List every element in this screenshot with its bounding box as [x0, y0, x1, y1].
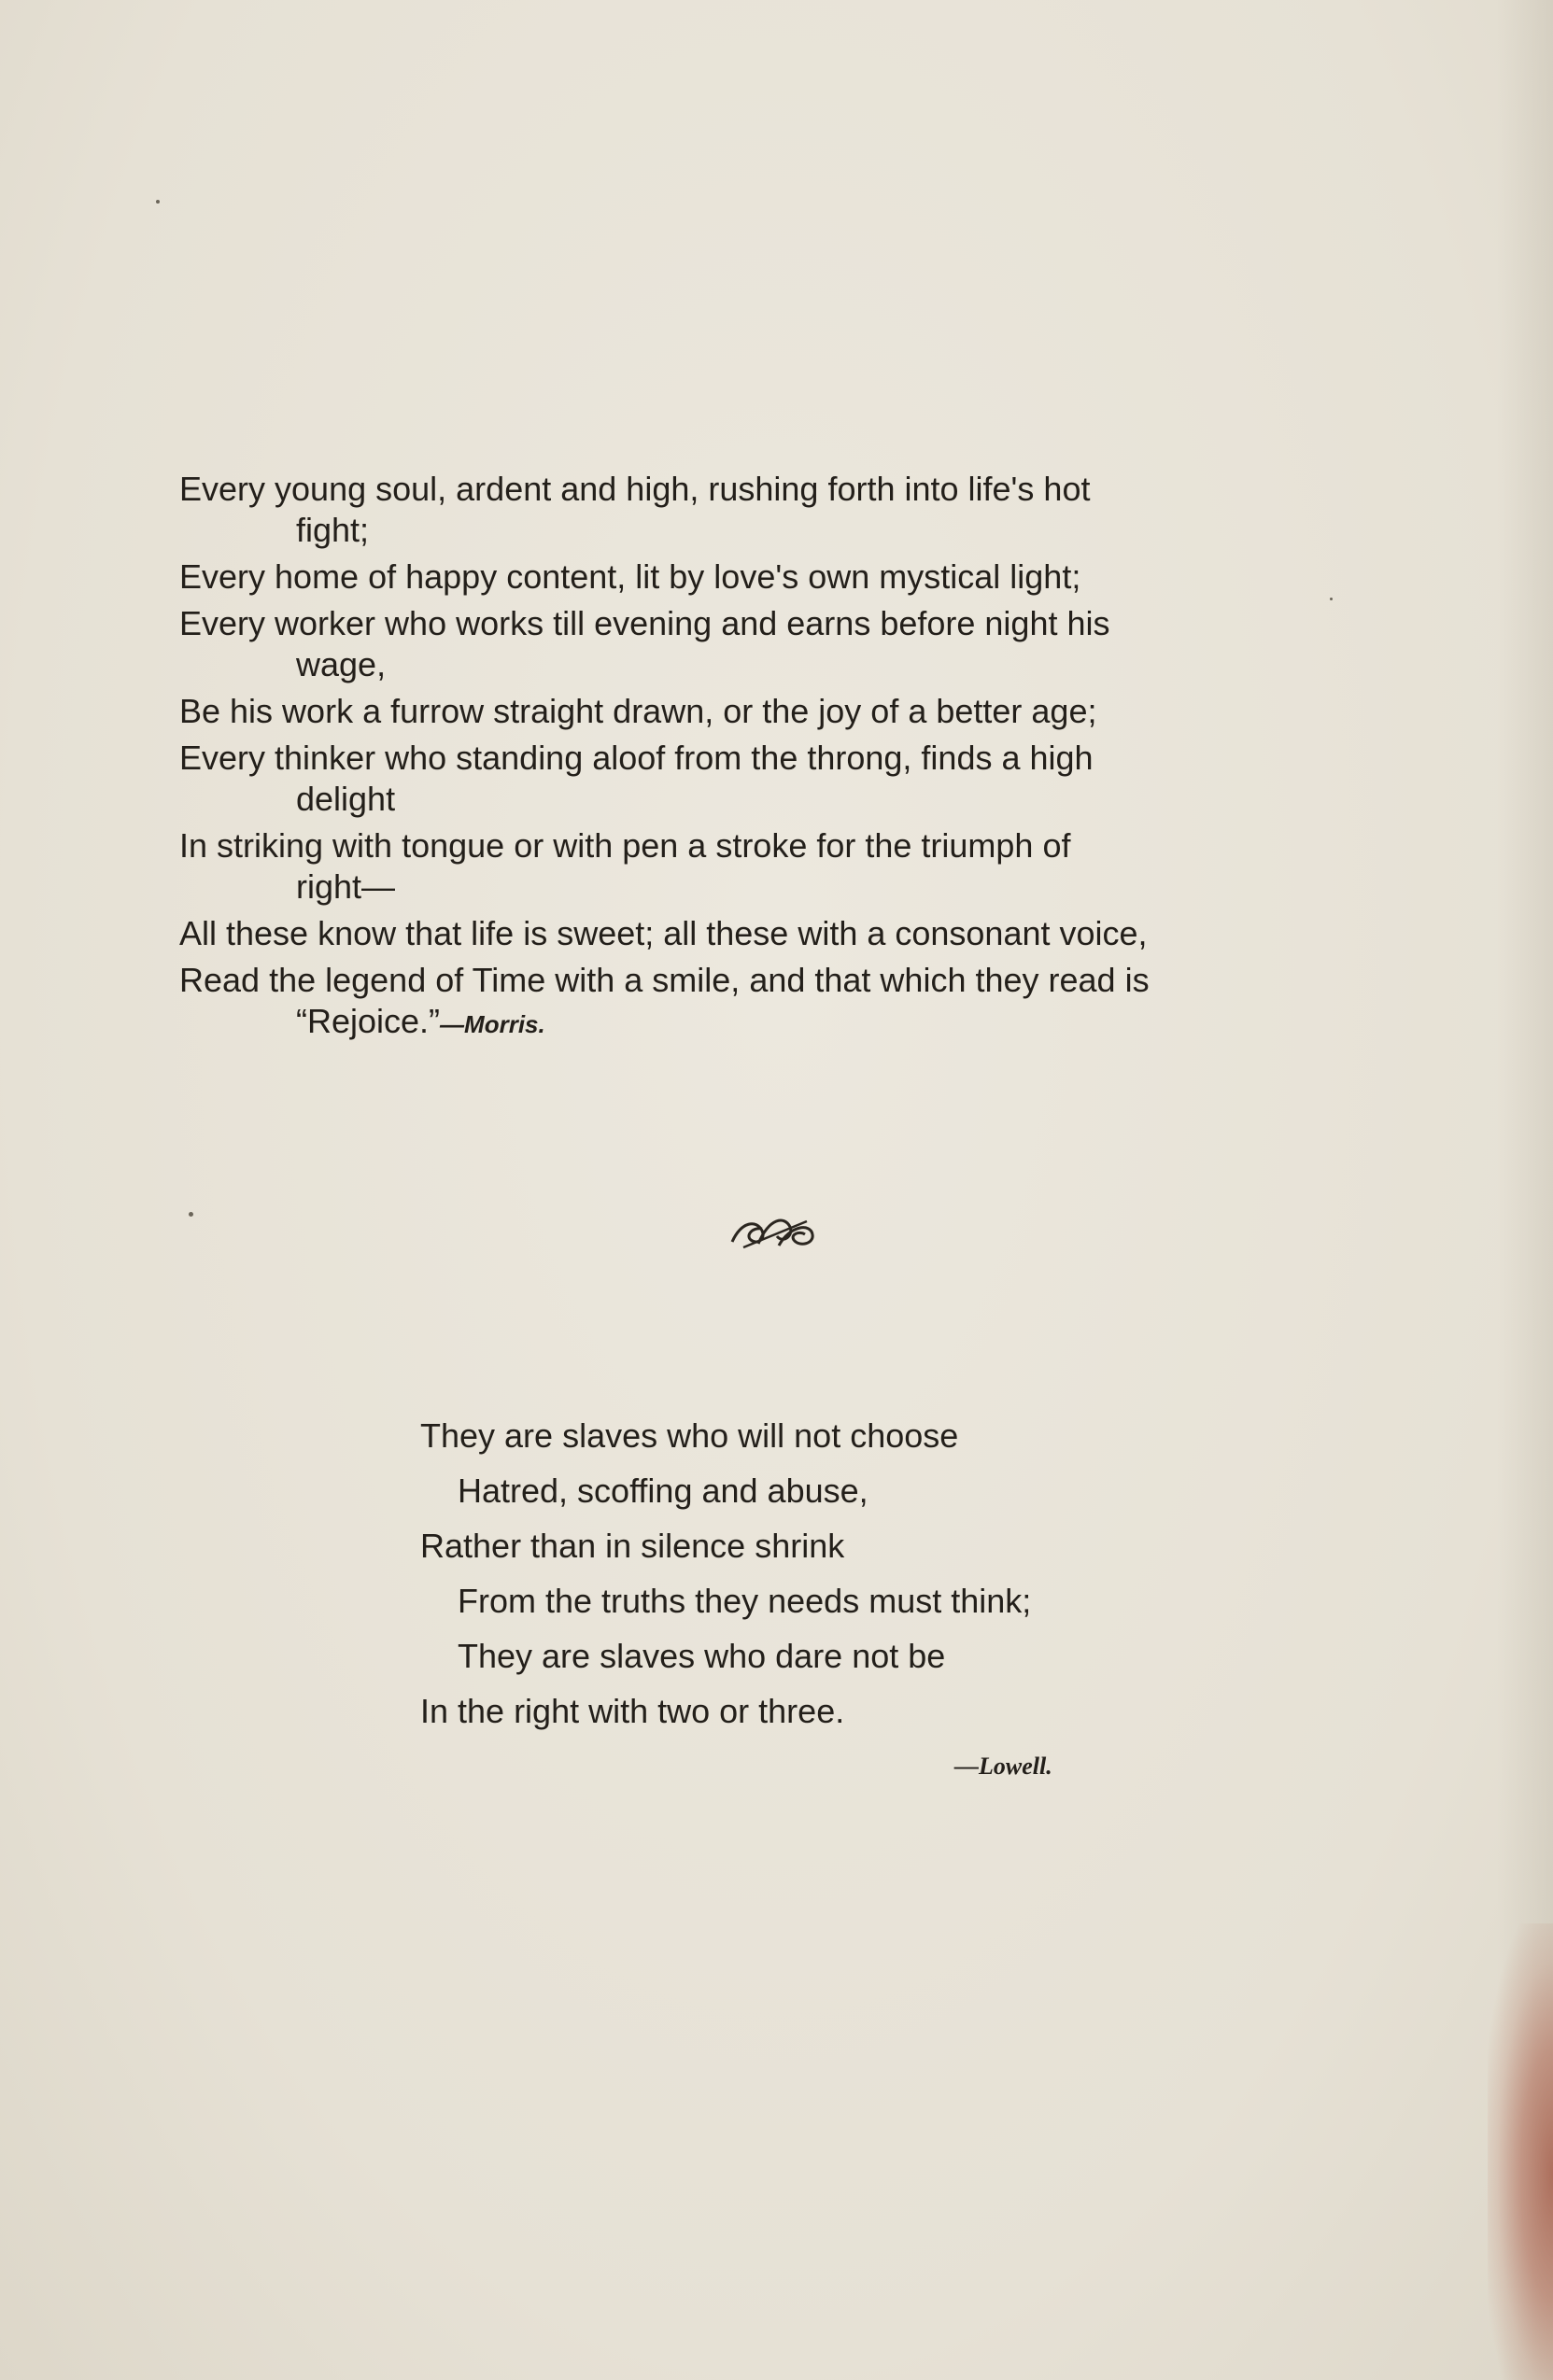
poem-line: From the truths they needs must think; [458, 1582, 1032, 1620]
paper-speck [156, 200, 160, 204]
poem-line: Every thinker who standing aloof from the throng, finds a high delight [179, 739, 1094, 818]
poem-line: Rather than in silence shrink [420, 1527, 845, 1565]
poem-attribution-lowell: —Lowell. [954, 1753, 1052, 1780]
poem-attribution-morris: —Morris. [440, 1010, 545, 1038]
poem-line: In the right with two or three. [420, 1692, 845, 1730]
poem-line: Every home of happy content, lit by love's own mystical light; [179, 557, 1081, 596]
poem-morris [179, 469, 1347, 1050]
poem-line: Every young soul, ardent and high, rushing forth into life's hot fight; [179, 470, 1091, 549]
paper-speck [189, 1212, 193, 1217]
poem-line: All these know that life is sweet; all these with a consonant voice, [179, 914, 1148, 952]
poem-line: Read the legend of Time with a smile, and that which they read is “Rejoice.”—Morris. [179, 961, 1150, 1040]
poem-line: Hatred, scoffing and abuse, [458, 1472, 868, 1510]
poem-lowell [420, 1408, 1186, 1739]
fleuron-ornament-icon [725, 1212, 818, 1253]
poem-line: In striking with tongue or with pen a stroke for the triumph of right— [179, 826, 1071, 906]
poem-line: They are slaves who dare not be [458, 1637, 946, 1675]
paper-stain [1488, 1923, 1553, 2380]
poem-line: Every worker who works till evening and earns before night his wage, [179, 604, 1110, 683]
poem-line: Be his work a furrow straight drawn, or the joy of a better age; [179, 692, 1097, 730]
poem-line: They are slaves who will not choose [420, 1416, 959, 1455]
